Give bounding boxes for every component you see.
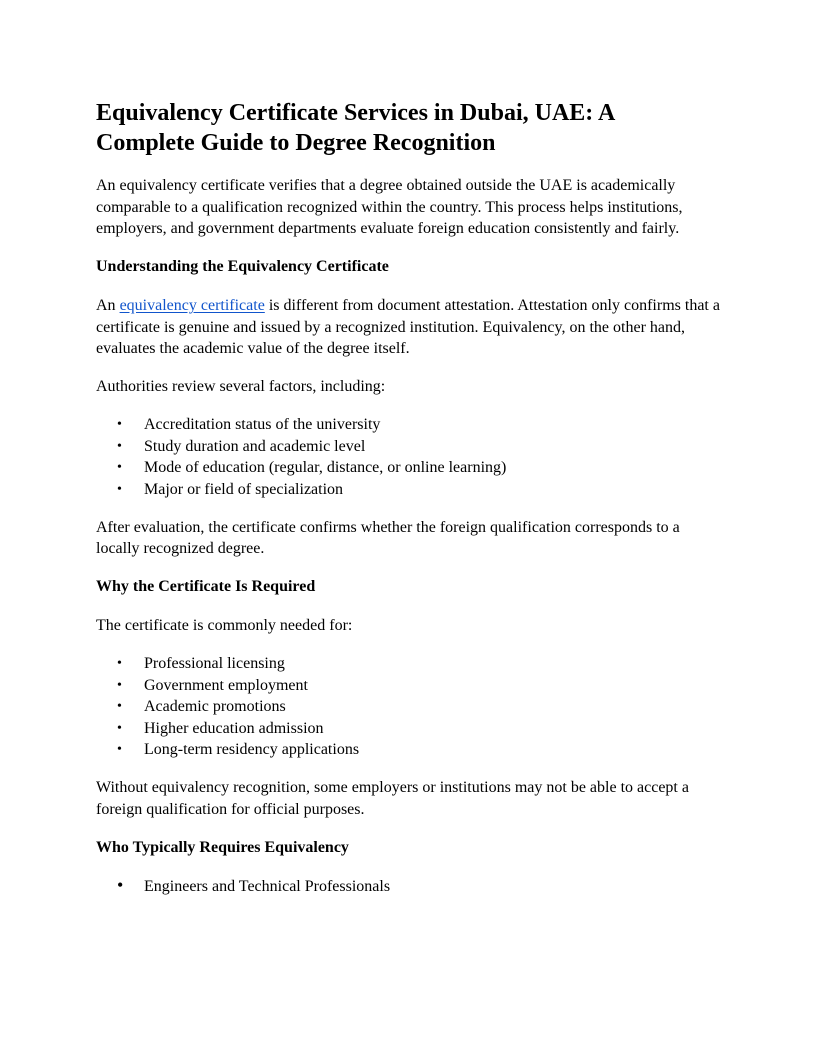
list-item xyxy=(96,653,720,675)
professions-list xyxy=(96,876,720,898)
list-item xyxy=(96,436,720,458)
equivalency-certificate-link[interactable]: equivalency certificate xyxy=(119,297,265,314)
list-item-text: Study duration and academic level xyxy=(144,437,366,455)
bullet-icon: • xyxy=(117,874,124,895)
list-item xyxy=(96,414,720,436)
document-title: Equivalency Certificate Services in Dubai, UAE: A Complete Guide to Degree Recognition xyxy=(96,100,614,156)
understanding-paragraph-suffix: is different from document attestation. Attestation only confirms that a certificate is genuine and issued by a recognized institution. Equivalency, on the other hand, evaluates the academic value of the degree itself. xyxy=(96,297,720,357)
intro-paragraph: An equivalency certificate verifies that a degree obtained outside the UAE is academically comparable to a qualification recognized within the country. This process helps institutions, employers, and government departments evaluate foreign education consistently and fairly. xyxy=(96,177,683,237)
uses-intro-paragraph: The certificate is commonly needed for: xyxy=(96,617,353,634)
list-item-text: Mode of education (regular, distance, or online learning) xyxy=(144,459,507,476)
list-item xyxy=(96,876,720,898)
bullet-icon: • xyxy=(117,438,122,454)
section-heading-who-requires: Who Typically Requires Equivalency xyxy=(96,838,349,856)
list-item xyxy=(96,739,720,761)
factors-list xyxy=(96,414,720,500)
section-heading-understanding: Understanding the Equivalency Certificate xyxy=(96,258,389,275)
evaluation-result-paragraph: After evaluation, the certificate confirms whether the foreign qualification corresponds to a locally recognized degree. xyxy=(96,518,680,557)
list-item-text: Accreditation status of the university xyxy=(144,416,381,433)
bullet-icon: • xyxy=(117,656,122,671)
without-recognition-paragraph: Without equivalency recognition, some employers or institutions may not be able to accept a foreign qualification for official purposes. xyxy=(96,779,689,818)
bullet-icon: • xyxy=(117,677,122,693)
list-item-text: Engineers and Technical Professionals xyxy=(144,877,391,895)
document-page xyxy=(96,98,720,914)
list-item xyxy=(96,718,720,740)
bullet-icon: • xyxy=(117,481,122,497)
understanding-paragraph-prefix: An xyxy=(96,297,120,314)
bullet-icon: • xyxy=(117,417,122,432)
list-item-text: Major or field of specialization xyxy=(144,480,344,498)
list-item xyxy=(96,457,720,479)
factors-intro-paragraph: Authorities review several factors, including: xyxy=(96,378,386,395)
list-item-text: Academic promotions xyxy=(144,698,286,715)
understanding-paragraph xyxy=(96,295,720,360)
bullet-icon: • xyxy=(117,742,122,757)
bullet-icon: • xyxy=(117,699,122,714)
list-item-text: Long-term residency applications xyxy=(144,741,360,758)
list-item xyxy=(96,696,720,718)
list-item xyxy=(96,479,720,501)
bullet-icon: • xyxy=(117,720,122,736)
section-heading-why-required: Why the Certificate Is Required xyxy=(96,578,316,595)
list-item-text: Professional licensing xyxy=(144,655,285,672)
list-item-text: Higher education admission xyxy=(144,719,324,737)
bullet-icon: • xyxy=(117,460,122,475)
uses-list xyxy=(96,653,720,761)
list-item-text: Government employment xyxy=(144,676,308,694)
list-item xyxy=(96,675,720,697)
